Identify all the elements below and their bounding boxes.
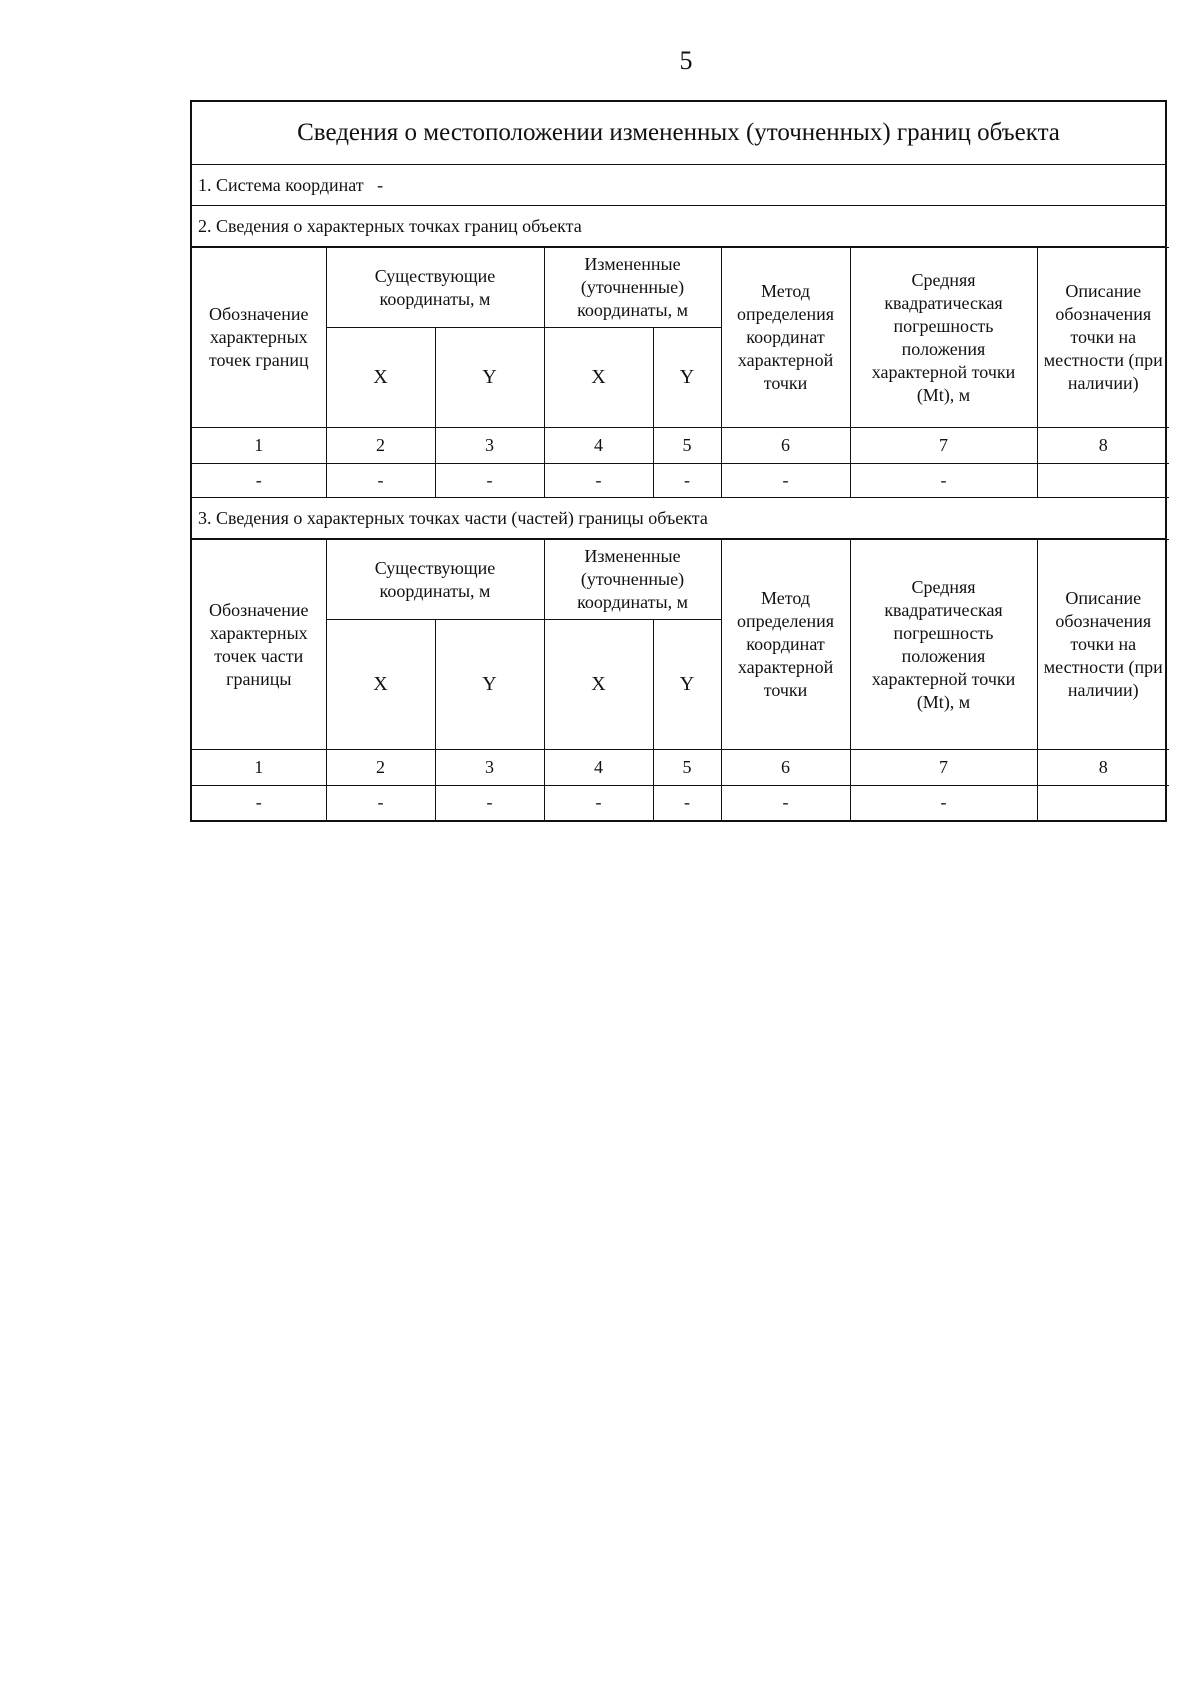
column-number-row xyxy=(192,750,1169,786)
header-existing-y: Y xyxy=(435,328,544,428)
table-cell: - xyxy=(653,464,721,498)
column-number: 8 xyxy=(1037,750,1169,786)
header-method: Метод определения координат характерной точки xyxy=(721,540,850,750)
table-row xyxy=(192,464,1169,498)
section-boundary-points xyxy=(192,206,1165,498)
table-cell: - xyxy=(326,464,435,498)
table-cell: - xyxy=(435,786,544,820)
table-cell: - xyxy=(435,464,544,498)
column-number: 6 xyxy=(721,750,850,786)
table-cell: - xyxy=(653,786,721,820)
boundary-points-table xyxy=(192,247,1169,498)
table-cell xyxy=(1037,786,1169,820)
column-number: 3 xyxy=(435,428,544,464)
column-number: 4 xyxy=(544,750,653,786)
column-number: 2 xyxy=(326,750,435,786)
column-number: 5 xyxy=(653,750,721,786)
header-description: Описание обозначения точки на местности (при наличии) xyxy=(1037,248,1169,428)
column-number: 2 xyxy=(326,428,435,464)
table-cell: - xyxy=(850,464,1037,498)
header-changed-coords: Измененные (уточненные) координаты, м xyxy=(544,248,721,328)
header-description: Описание обозначения точки на местности (при наличии) xyxy=(1037,540,1169,750)
header-changed-coords: Измененные (уточненные) координаты, м xyxy=(544,540,721,620)
column-number: 5 xyxy=(653,428,721,464)
header-existing-x: X xyxy=(326,328,435,428)
page-number: 5 xyxy=(679,46,693,75)
coordinate-system-value: - xyxy=(377,175,384,195)
part-boundary-points-table xyxy=(192,539,1169,820)
section-part-boundary-points xyxy=(192,498,1165,820)
header-existing-coords: Существующие координаты, м xyxy=(326,540,544,620)
header-changed-y: Y xyxy=(653,328,721,428)
section2-heading: 2. Сведения о характерных точках границ объекта xyxy=(192,206,1165,247)
table-cell: - xyxy=(192,786,326,820)
header-designation: Обозначение характерных точек части границы xyxy=(192,540,326,750)
column-number: 7 xyxy=(850,428,1037,464)
form-title: Сведения о местоположении измененных (уточненных) границ объекта xyxy=(192,102,1165,165)
header-existing-coords: Существующие координаты, м xyxy=(326,248,544,328)
header-existing-x: X xyxy=(326,620,435,750)
table-cell: - xyxy=(544,464,653,498)
table-cell: - xyxy=(192,464,326,498)
header-mean-error: Средняя квадратическая погрешность положения характерной точки (Mt), м xyxy=(850,248,1037,428)
header-method: Метод определения координат характерной точки xyxy=(721,248,850,428)
table-cell: - xyxy=(544,786,653,820)
boundary-info-form xyxy=(190,100,1167,822)
header-existing-y: Y xyxy=(435,620,544,750)
column-number: 7 xyxy=(850,750,1037,786)
table-cell: - xyxy=(326,786,435,820)
table-cell: - xyxy=(721,786,850,820)
table-row xyxy=(192,786,1169,820)
header-mean-error: Средняя квадратическая погрешность положения характерной точки (Mt), м xyxy=(850,540,1037,750)
header-changed-x: X xyxy=(544,328,653,428)
column-number: 6 xyxy=(721,428,850,464)
column-number: 1 xyxy=(192,428,326,464)
header-changed-x: X xyxy=(544,620,653,750)
coordinate-system-row xyxy=(192,165,1165,206)
table-cell xyxy=(1037,464,1169,498)
header-changed-y: Y xyxy=(653,620,721,750)
section3-heading: 3. Сведения о характерных точках части (частей) границы объекта xyxy=(192,498,1165,539)
column-number: 1 xyxy=(192,750,326,786)
column-number: 8 xyxy=(1037,428,1169,464)
column-number: 4 xyxy=(544,428,653,464)
coordinate-system-label: 1. Система координат xyxy=(198,175,364,195)
table-cell: - xyxy=(850,786,1037,820)
table-cell: - xyxy=(721,464,850,498)
header-designation: Обозначение характерных точек границ xyxy=(192,248,326,428)
column-number-row xyxy=(192,428,1169,464)
column-number: 3 xyxy=(435,750,544,786)
